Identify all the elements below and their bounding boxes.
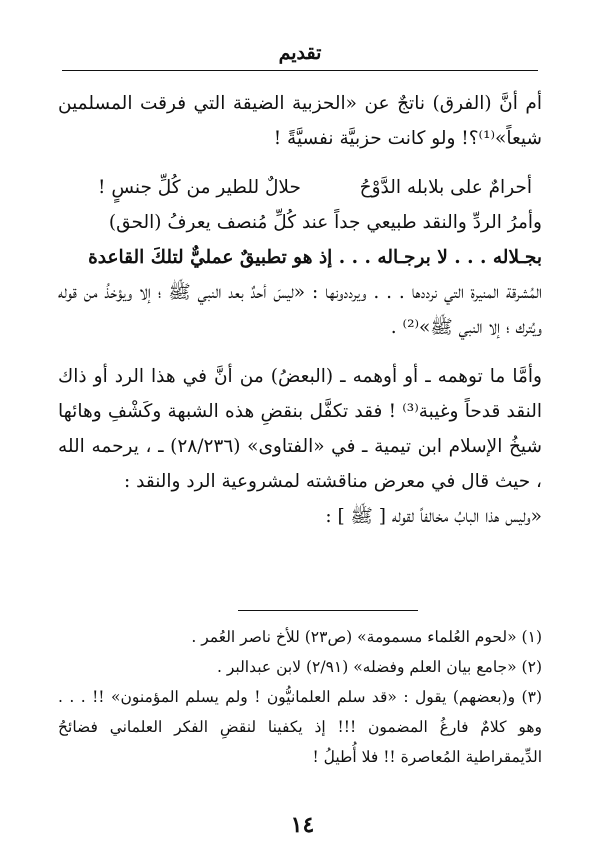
header-title: تقديم	[278, 42, 322, 64]
footnote-3: (٣) و(بعضهم) يقول : «قد سلم العلمانيُّون ! ولم يسلم المؤمنون» !! . . . وهو كلامٌ فارغُ المضمون !!! إذ يكفينا لنقضِ الفكر العلماني فضائحُ الدِّيمقراطية المُعاصرة !! فلا أُطيلُ !	[58, 688, 542, 766]
footnote-2: (٢) «جامع بيان العلم وفضله» (٢/٩١) لابن عبدالبر .	[216, 658, 542, 676]
paragraph-3: وأمَّا ما توهمه ـ أو أوهمه ـ (البعضُ) من أنَّ في هذا الرد أو ذاك النقد قدحاً وغيبة⁽³⁾ ! فقد تكفَّل بنقضِ هذه الشبهة وكَشْفِ وهائها شيخُ الإسلام ابن تيمية ـ في «الفتاوى» (٢٨/٢٣٦) ـ ، يرحمه الله ، حيث قال في معرض مناقشته لمشروعية الرد والنقد :	[58, 366, 543, 492]
paragraph-2c: المُشرقة المنيرة التي نرددها . . . ويرددونها : «ليسَ أحدٌ بعد النبي ﷺ ؛ إلا ويؤخذُ من قوله ويُترك ؛ إلا النبي ﷺ»⁽²⁾ .	[58, 282, 542, 338]
page-number: ١٤	[290, 812, 315, 838]
paragraph-2a: وأمرُ الردِّ والنقد طبيعي جداً عند كُلِّ مُنصف يعرفُ (الحق)	[108, 212, 542, 233]
spacer	[58, 345, 542, 359]
footnotes	[58, 610, 542, 772]
paragraph-1: أم أنَّ (الفرق) ناتجٌ عن «الحزبية الضيقة التي فرقت المسلمين شيعاً»⁽¹⁾؟! ولو كانت حزبيَّة نفسيَّةً !	[58, 93, 542, 149]
paragraph-4: «وليس هذا البابُ مخالفاً لقوله [ ﷺ ] :	[325, 506, 542, 527]
verse-second-hemistich: حلالٌ للطير من كُلِّ جنسٍ !	[98, 177, 301, 198]
verse-first-hemistich: أحرامٌ على بلابله الدَّوْحُ	[359, 177, 532, 198]
spacer	[58, 156, 542, 170]
poetry-verse	[58, 170, 542, 205]
footnote-separator	[238, 610, 418, 611]
running-header	[62, 40, 538, 71]
footnote-1: (١) «لحوم العُلماء مسمومة» (ص٢٣) للأخ ناصر العُمر .	[191, 628, 542, 646]
paragraph-2b: بجـلاله . . . لا برجـاله . . . إذ هو تطبيقٌ عمليٌّ لتلكَ القاعدة	[88, 247, 542, 268]
main-text	[58, 86, 542, 534]
